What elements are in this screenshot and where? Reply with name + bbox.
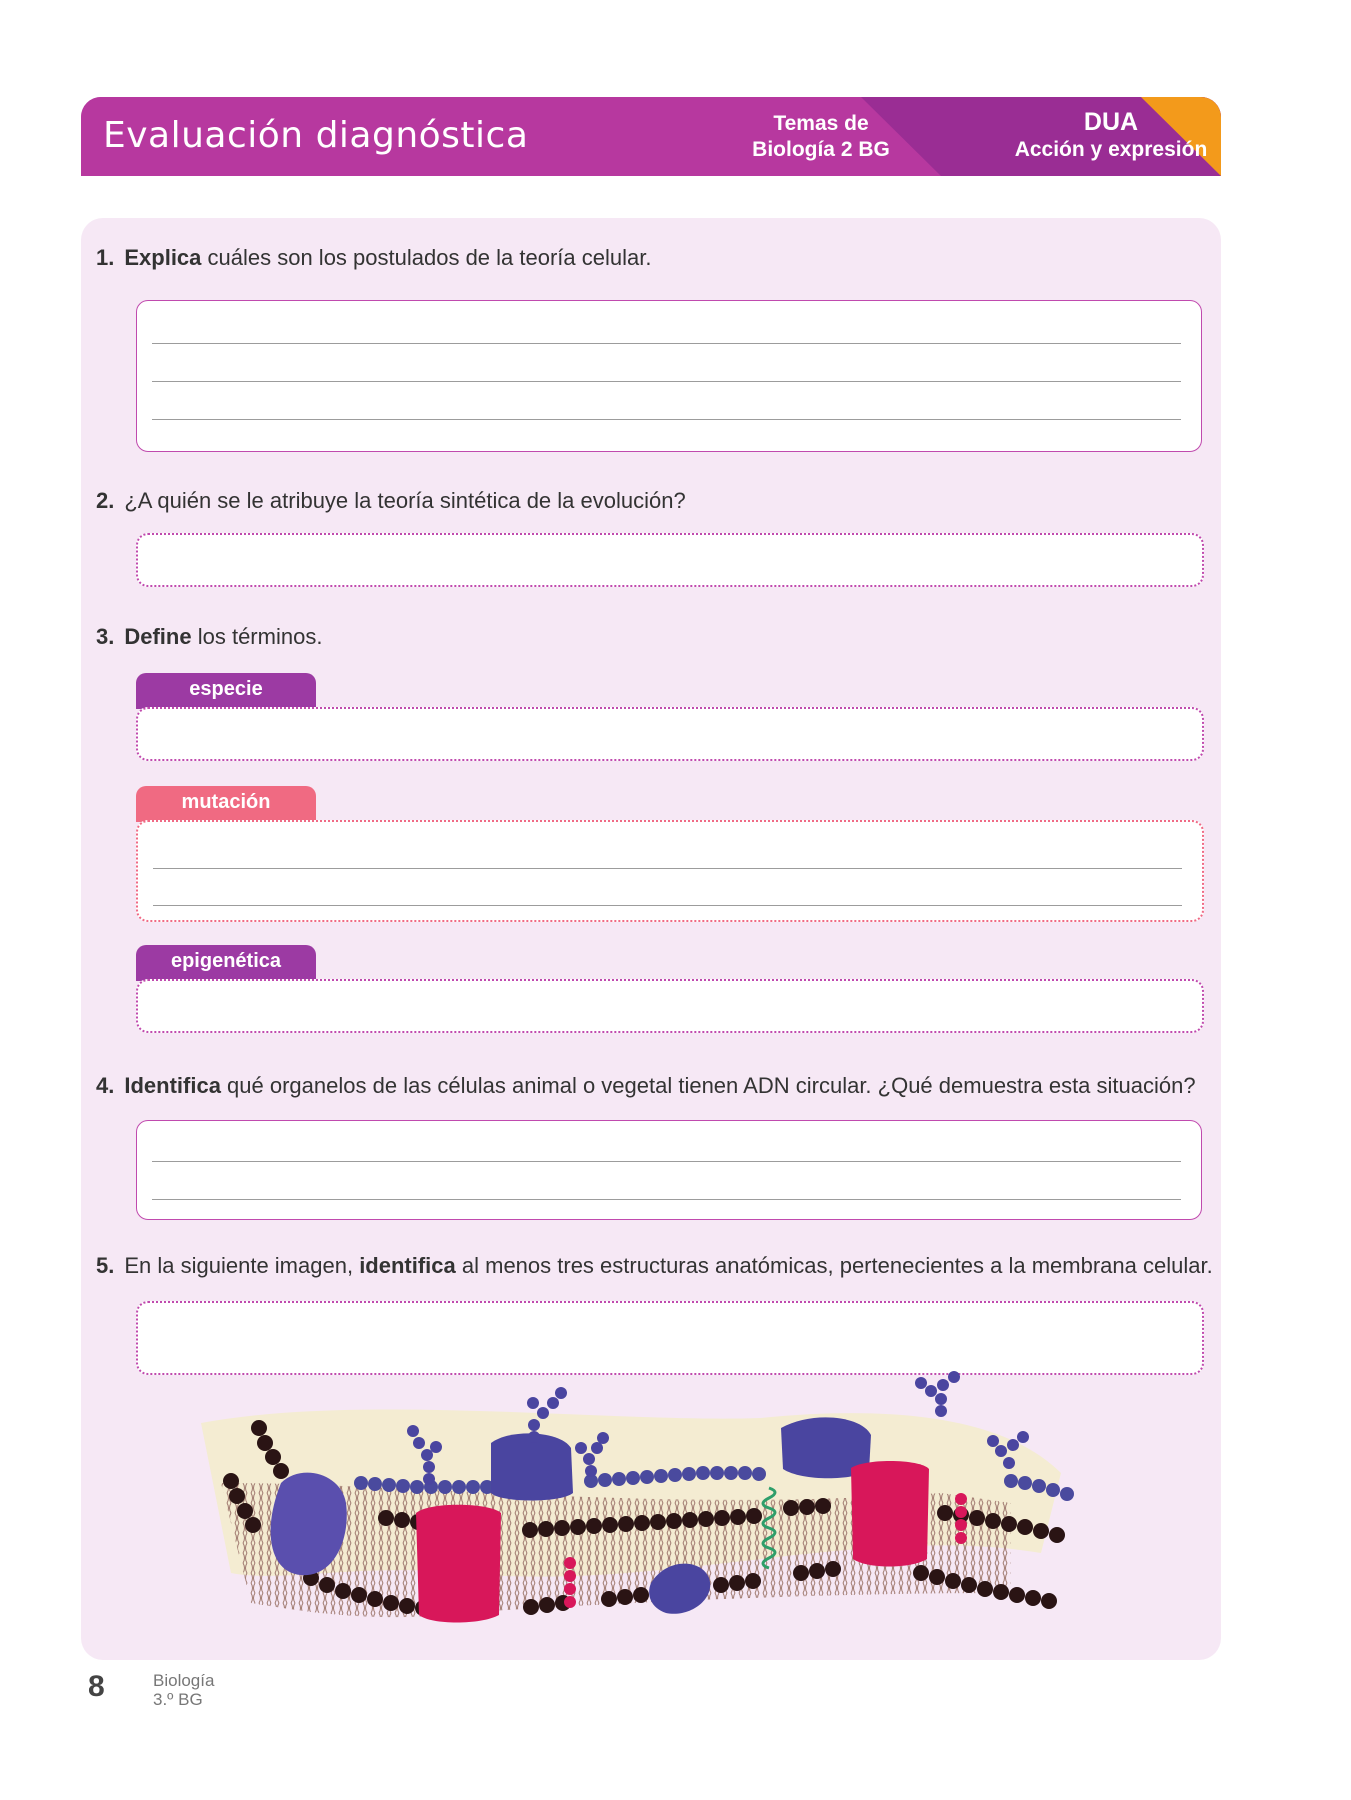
term-tab-epigenetica: epigenética xyxy=(136,945,316,981)
writing-line xyxy=(152,419,1181,420)
term-tab-mutacion: mutación xyxy=(136,786,316,822)
topic-line-2: Biología 2 BG xyxy=(752,138,890,161)
question-4 xyxy=(96,1073,1196,1099)
answer-box-1[interactable] xyxy=(136,300,1202,452)
question-verb: identifica xyxy=(359,1253,456,1278)
term-tab-especie: especie xyxy=(136,673,316,709)
answer-box-2[interactable] xyxy=(136,533,1204,587)
page-title: Evaluación diagnóstica xyxy=(103,115,529,156)
question-number: 1. xyxy=(96,245,115,270)
question-verb: Explica xyxy=(124,245,202,270)
question-text: al menos tres estructuras anatómicas, pertenecientes a la membrana celular. xyxy=(455,1253,1213,1278)
header-banner xyxy=(81,97,1221,176)
question-text: ¿A quién se le atribuye la teoría sintética de la evolución? xyxy=(124,488,686,513)
question-text: cuáles son los postulados de la teoría celular. xyxy=(201,245,652,270)
channel-protein xyxy=(416,1505,501,1623)
question-number: 3. xyxy=(96,624,115,649)
writing-line xyxy=(152,343,1181,344)
page-number: 8 xyxy=(88,1670,105,1703)
footer-grade: 3.º BG xyxy=(153,1690,203,1709)
writing-line xyxy=(152,381,1181,382)
topic-label xyxy=(646,111,996,163)
question-verb: Identifica xyxy=(124,1073,221,1098)
cell-membrane-illustration xyxy=(161,1363,1161,1653)
writing-line xyxy=(153,868,1182,869)
question-panel xyxy=(81,218,1221,1660)
footer-subject-name: Biología xyxy=(153,1671,215,1690)
question-text: qué organelos de las células animal o vegetal tienen ADN circular. ¿Qué demuestra esta situación? xyxy=(220,1073,1196,1098)
question-number: 5. xyxy=(96,1253,115,1278)
question-number: 2. xyxy=(96,488,115,513)
dua-label xyxy=(961,109,1221,163)
writing-line xyxy=(152,1161,1181,1162)
footer-subject xyxy=(153,1671,214,1709)
answer-box-epigenetica[interactable] xyxy=(136,979,1204,1033)
dua-title: DUA xyxy=(1083,108,1139,136)
question-2 xyxy=(96,488,686,514)
writing-line xyxy=(153,905,1182,906)
question-5 xyxy=(96,1253,1213,1279)
question-text: los términos. xyxy=(191,624,323,649)
question-1 xyxy=(96,245,651,271)
answer-box-mutacion[interactable] xyxy=(136,820,1204,922)
question-3 xyxy=(96,624,322,650)
question-number: 4. xyxy=(96,1073,115,1098)
question-text-pre: En la siguiente imagen, xyxy=(124,1253,360,1278)
topic-line-1: Temas de xyxy=(773,112,869,135)
dua-subtitle: Acción y expresión xyxy=(1014,138,1208,161)
answer-box-especie[interactable] xyxy=(136,707,1204,761)
peripheral-protein xyxy=(491,1433,573,1500)
writing-line xyxy=(152,1199,1181,1200)
answer-box-4[interactable] xyxy=(136,1120,1202,1220)
question-verb: Define xyxy=(124,624,192,649)
channel-protein xyxy=(851,1461,929,1567)
